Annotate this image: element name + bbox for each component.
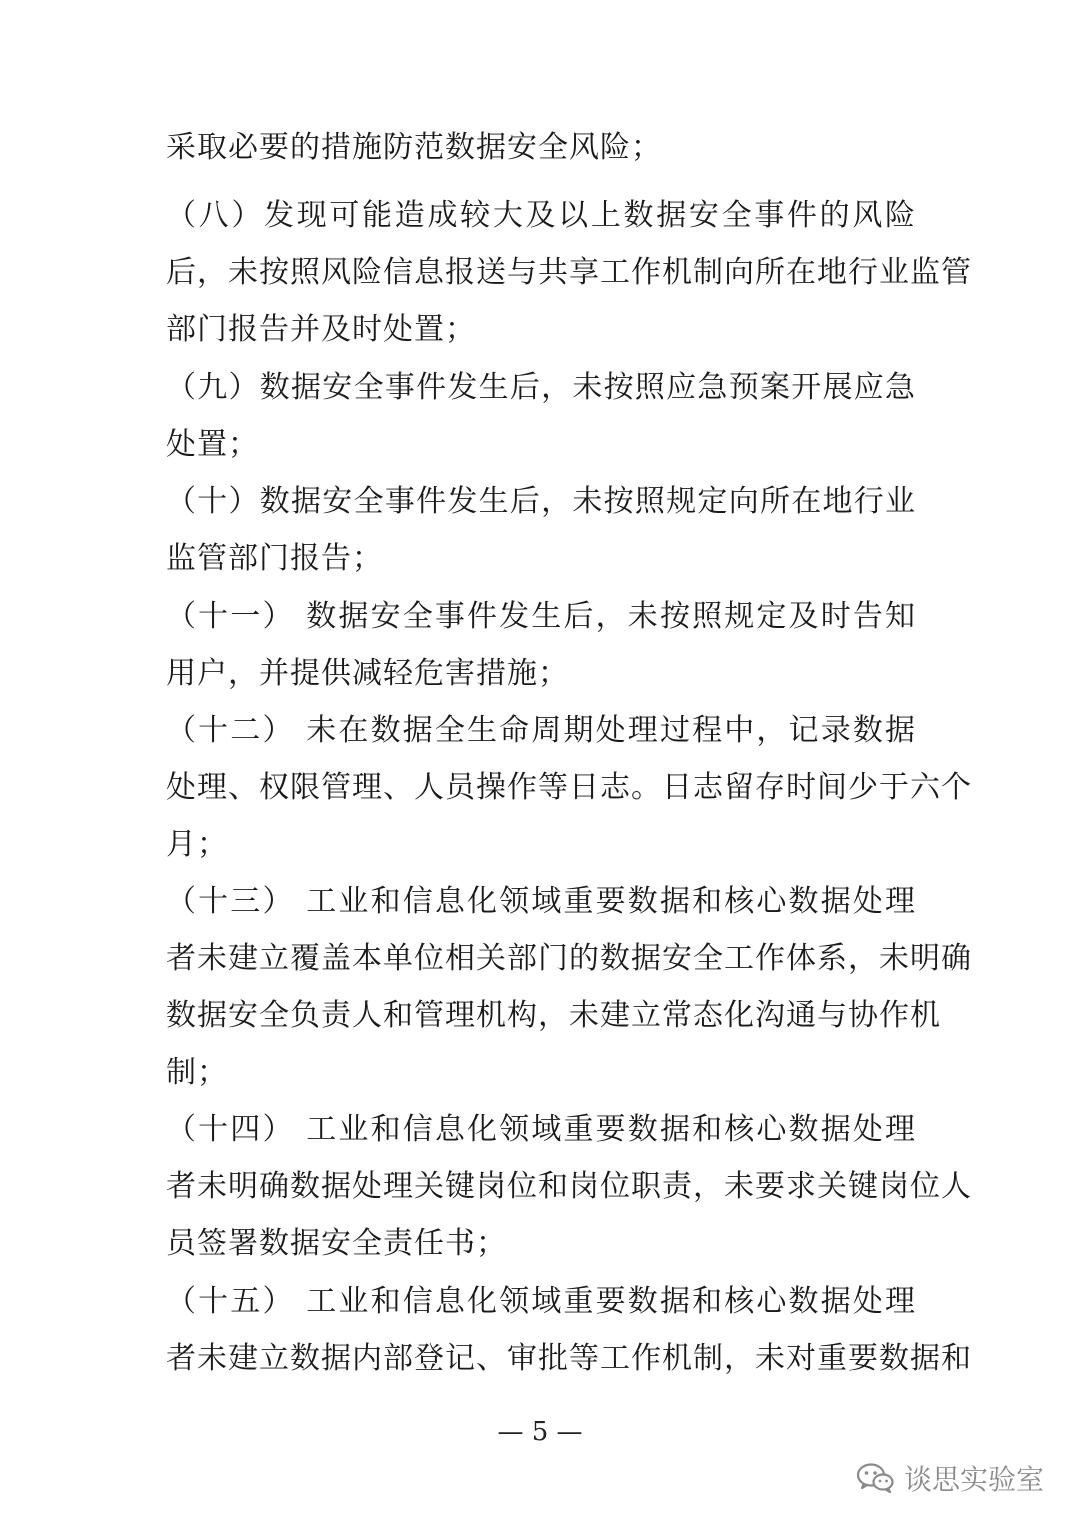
text-line: 数据安全负责人和管理机构，未建立常态化沟通与协作机 [166, 998, 941, 1033]
text-line: 用户，并提供减轻危害措施； [166, 656, 569, 691]
watermark-text: 谈思实验室 [903, 1463, 1044, 1496]
text-line: （十一） 数据安全事件发生后，未按照规定及时告知 [166, 599, 916, 634]
text-line: 者未建立覆盖本单位相关部门的数据安全工作体系，未明确 [166, 941, 972, 976]
text-line: 制； [166, 1055, 228, 1090]
text-line: 采取必要的措施防范数据安全风险； [166, 130, 662, 165]
text-line: （十五） 工业和信息化领域重要数据和核心数据处理 [166, 1284, 916, 1319]
text-line: 处理、权限管理、人员操作等日志。日志留存时间少于六个 [166, 770, 972, 805]
text-line: 者未明确数据处理关键岗位和岗位职责，未要求关键岗位人 [166, 1169, 972, 1204]
text-line: 者未建立数据内部登记、审批等工作机制，未对重要数据和 [166, 1341, 972, 1376]
text-line: 月； [166, 827, 228, 862]
text-line: （十四） 工业和信息化领域重要数据和核心数据处理 [166, 1112, 916, 1147]
text-line: 处置； [166, 427, 259, 462]
text-line: 后，未按照风险信息报送与共享工作机制向所在地行业监管 [166, 255, 972, 290]
text-line: 部门报告并及时处置； [166, 312, 476, 347]
text-line: （十三） 工业和信息化领域重要数据和核心数据处理 [166, 884, 916, 919]
text-line: （八）发现可能造成较大及以上数据安全事件的风险 [166, 198, 916, 233]
text-line: （十）数据安全事件发生后，未按照规定向所在地行业 [166, 484, 916, 519]
text-line: （九）数据安全事件发生后，未按照应急预案开展应急 [166, 370, 916, 405]
text-line: （十二） 未在数据全生命周期处理过程中，记录数据 [166, 713, 916, 748]
text-line: 监管部门报告； [166, 541, 383, 576]
page-number: — 5 — [497, 1417, 583, 1447]
wechat-icon [856, 1462, 894, 1494]
text-line: 员签署数据安全责任书； [166, 1226, 507, 1261]
watermark [856, 1458, 1044, 1498]
